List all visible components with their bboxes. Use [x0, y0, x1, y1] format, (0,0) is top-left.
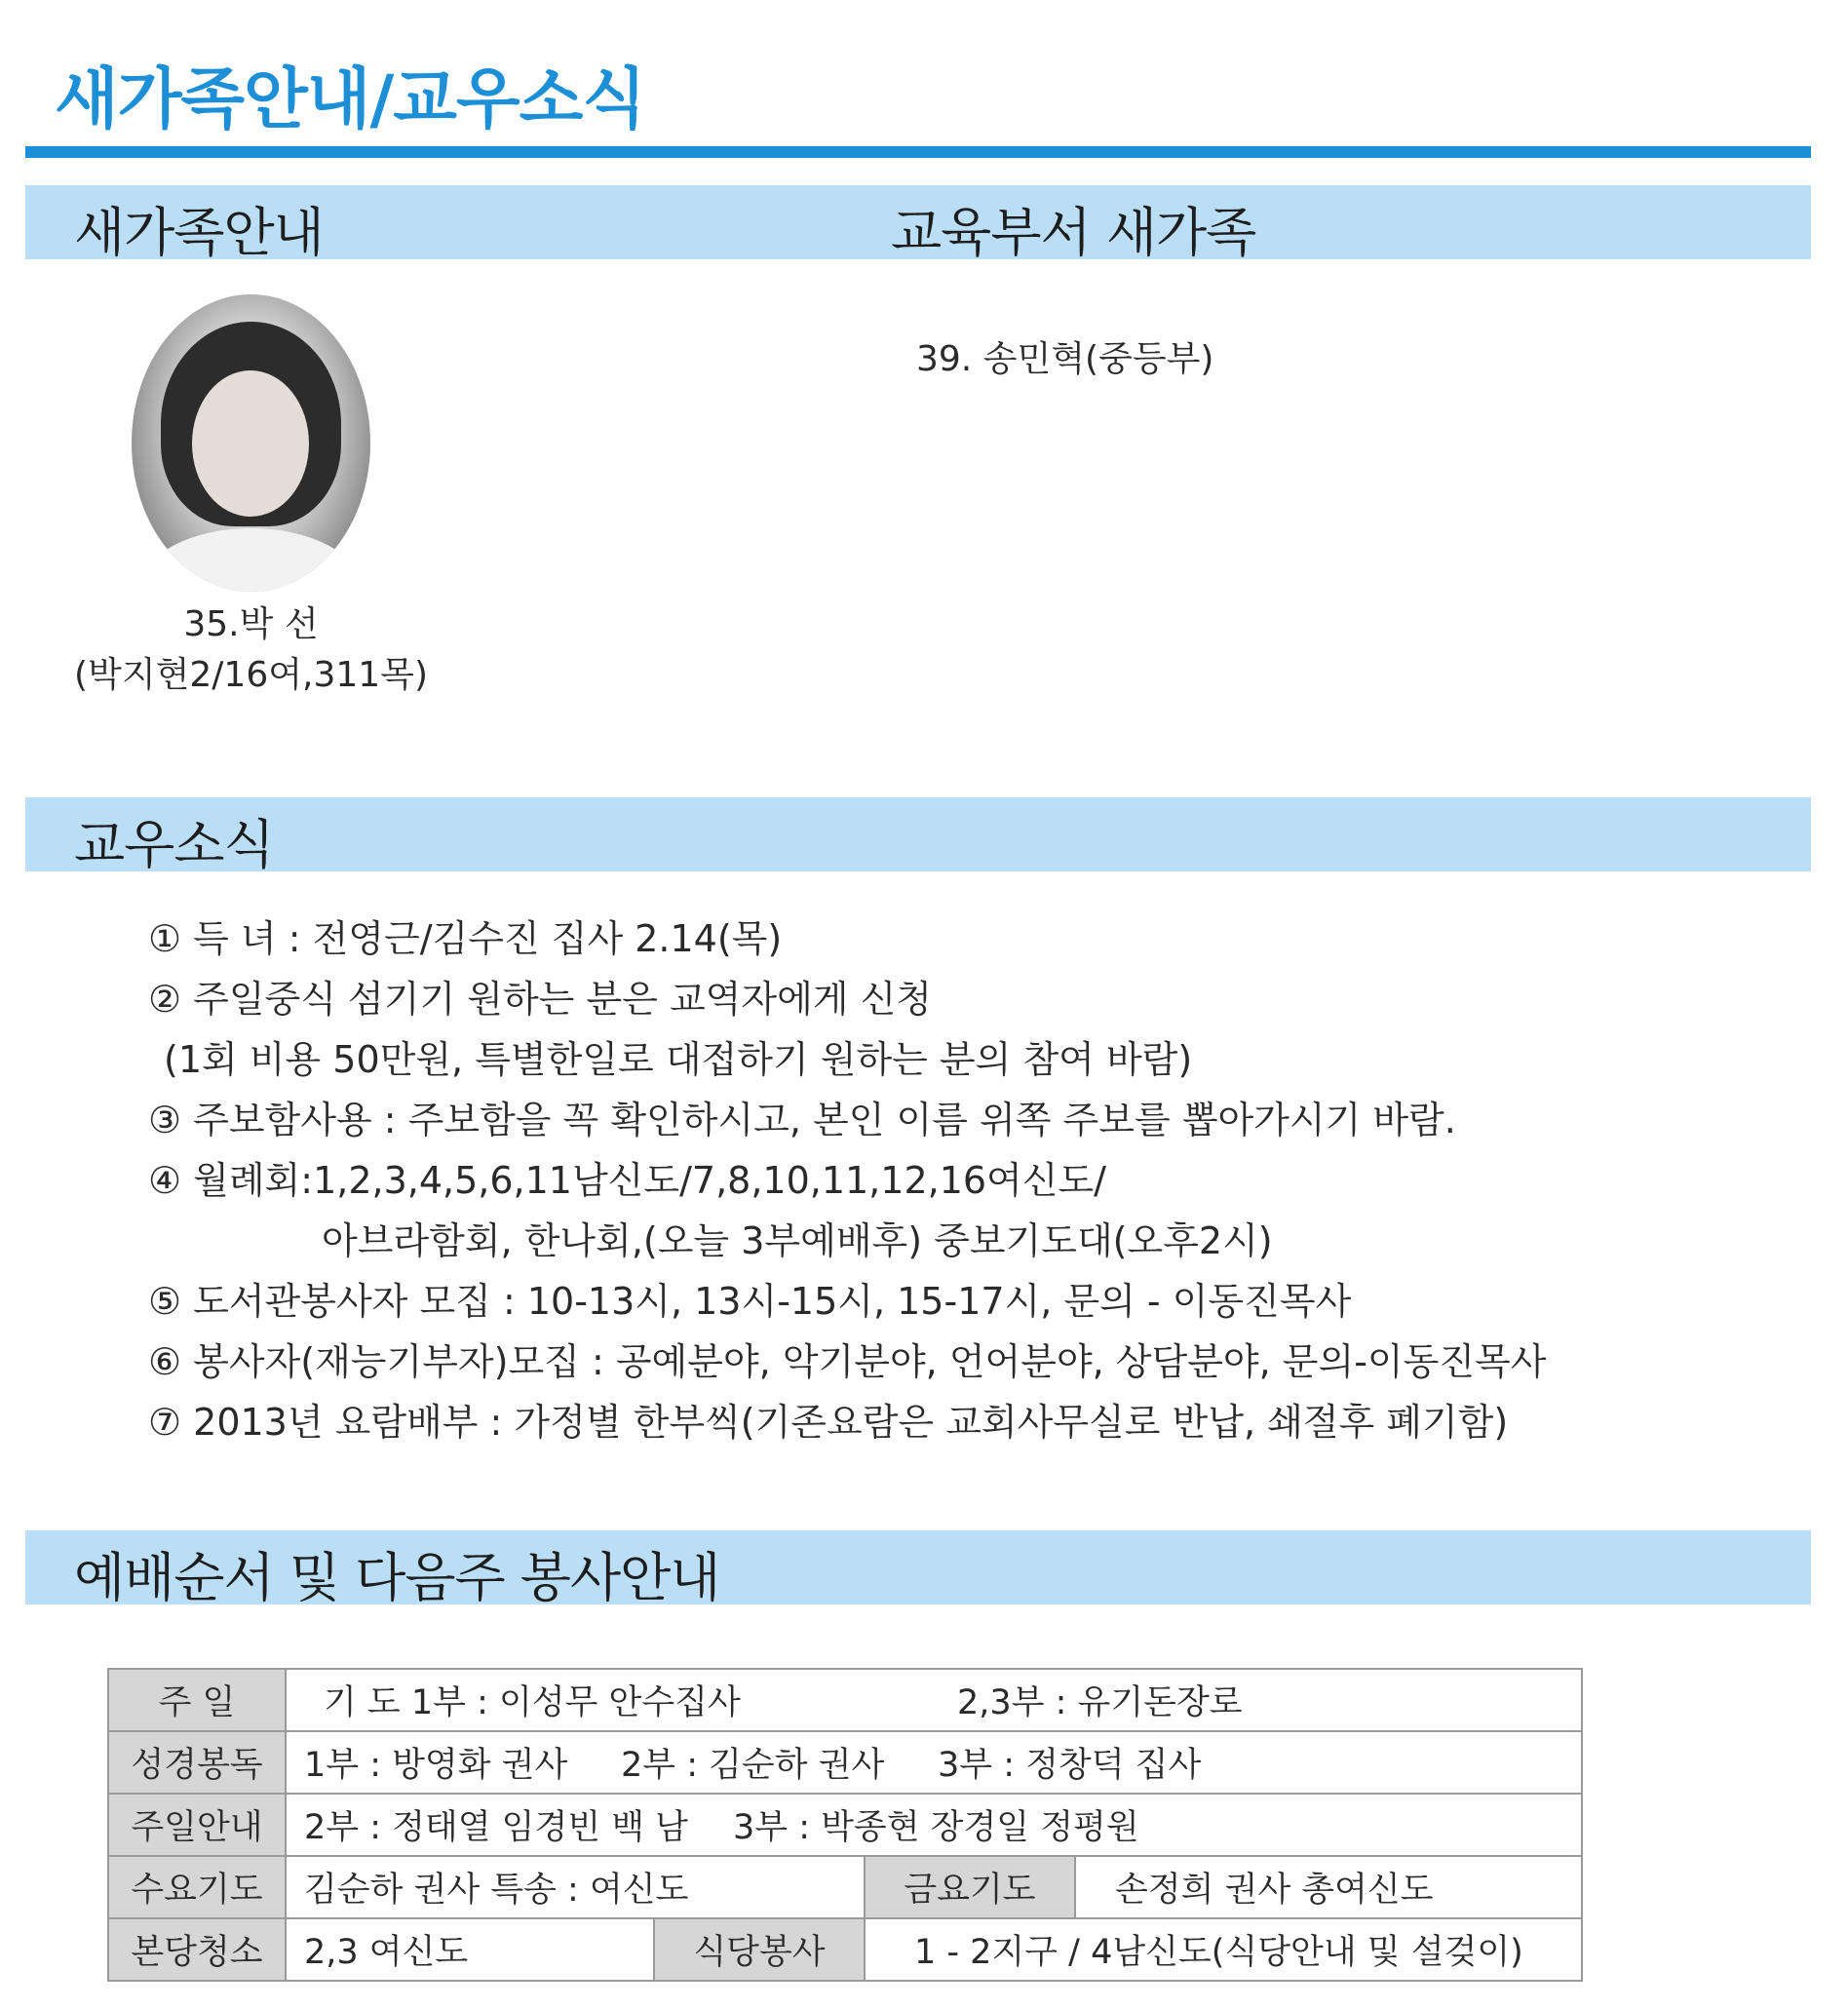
news-band: [25, 797, 1811, 875]
cell-text: 2부 : 정태열 임경빈 백 남: [304, 1808, 688, 1847]
news-item: ⑤ 도서관봉사자 모집 : 10-13시, 13시-15시, 15-17시, 문의 - 이동진목사: [148, 1280, 1352, 1323]
row-value: [286, 1669, 1582, 1731]
service-heading: 예배순서 및 다음주 봉사안내: [74, 1547, 720, 1608]
cell-text: 3부 : 정창덕 집사: [938, 1746, 1202, 1785]
newcomer-name: 35.박 선: [183, 604, 319, 644]
news-item: ① 득 녀 : 전영근/김수진 집사 2.14(목): [148, 917, 783, 960]
row-label: 본당청소: [108, 1918, 286, 1981]
table-row: [108, 1856, 1582, 1918]
news-item: ⑦ 2013년 요람배부 : 가정별 한부씩(기존요람은 교회사무실로 반납, 쇄절후 폐기함): [148, 1401, 1509, 1444]
table-row: [108, 1731, 1582, 1794]
newcomer-heading: 새가족안내: [74, 202, 324, 263]
newcomer-photo: [132, 294, 370, 592]
cell-text: 1부 : 방영화 권사: [304, 1746, 568, 1785]
row-value: 1 - 2지구 / 4남신도(식당안내 및 설겆이): [865, 1918, 1582, 1981]
service-table: [107, 1668, 1583, 1982]
news-item-continued: 아브라함회, 한나회,(오늘 3부예배후) 중보기도대(오후2시): [322, 1219, 1273, 1262]
row-label: 식당봉사: [654, 1918, 865, 1981]
table-row: [108, 1794, 1582, 1856]
news-heading: 교우소식: [74, 814, 274, 875]
news-item: ③ 주보함사용 : 주보함을 꼭 확인하시고, 본인 이름 위쪽 주보를 뽑아가시기 바람.: [148, 1099, 1456, 1141]
row-label: 금요기도: [865, 1856, 1075, 1918]
page-title: 새가족안내/교우소식: [55, 61, 646, 138]
row-label: 주 일: [108, 1669, 286, 1731]
cell-text: 2부 : 김순하 권사: [621, 1746, 885, 1785]
cell-text: 2,3부 : 유기돈장로: [957, 1683, 1243, 1722]
newcomer-detail: (박지현2/16여,311목): [74, 655, 428, 695]
row-label: 주일안내: [108, 1794, 286, 1856]
row-value: 2,3 여신도: [286, 1918, 654, 1981]
table-row: [108, 1669, 1582, 1731]
row-value: [286, 1731, 1582, 1794]
row-value: 손정희 권사 총여신도: [1075, 1856, 1582, 1918]
newcomer-band: [25, 185, 1811, 263]
cell-text: 기 도 1부 : 이성무 안수집사: [324, 1683, 741, 1722]
news-item-continued: (1회 비용 50만원, 특별한일로 대접하기 원하는 분의 참여 바람): [164, 1038, 1193, 1081]
news-item: ② 주일중식 섬기기 원하는 분은 교역자에게 신청: [148, 978, 932, 1021]
service-band: [25, 1530, 1811, 1608]
education-newcomer-heading: 교육부서 새가족: [891, 202, 1256, 263]
education-newcomer-item: 39. 송민혁(중등부): [916, 339, 1214, 379]
news-item: ④ 월례회:1,2,3,4,5,6,11남신도/7,8,10,11,12,16여신도/: [148, 1159, 1106, 1202]
row-label: 수요기도: [108, 1856, 286, 1918]
row-value: 김순하 권사 특송 : 여신도: [286, 1856, 865, 1918]
title-rule: [25, 146, 1811, 158]
table-row: [108, 1918, 1582, 1981]
row-label: 성경봉독: [108, 1731, 286, 1794]
cell-text: 3부 : 박종현 장경일 정평원: [733, 1808, 1139, 1847]
row-value: [286, 1794, 1582, 1856]
news-item: ⑥ 봉사자(재능기부자)모집 : 공예분야, 악기분야, 언어분야, 상담분야, 문의-이동진목사: [148, 1340, 1547, 1383]
